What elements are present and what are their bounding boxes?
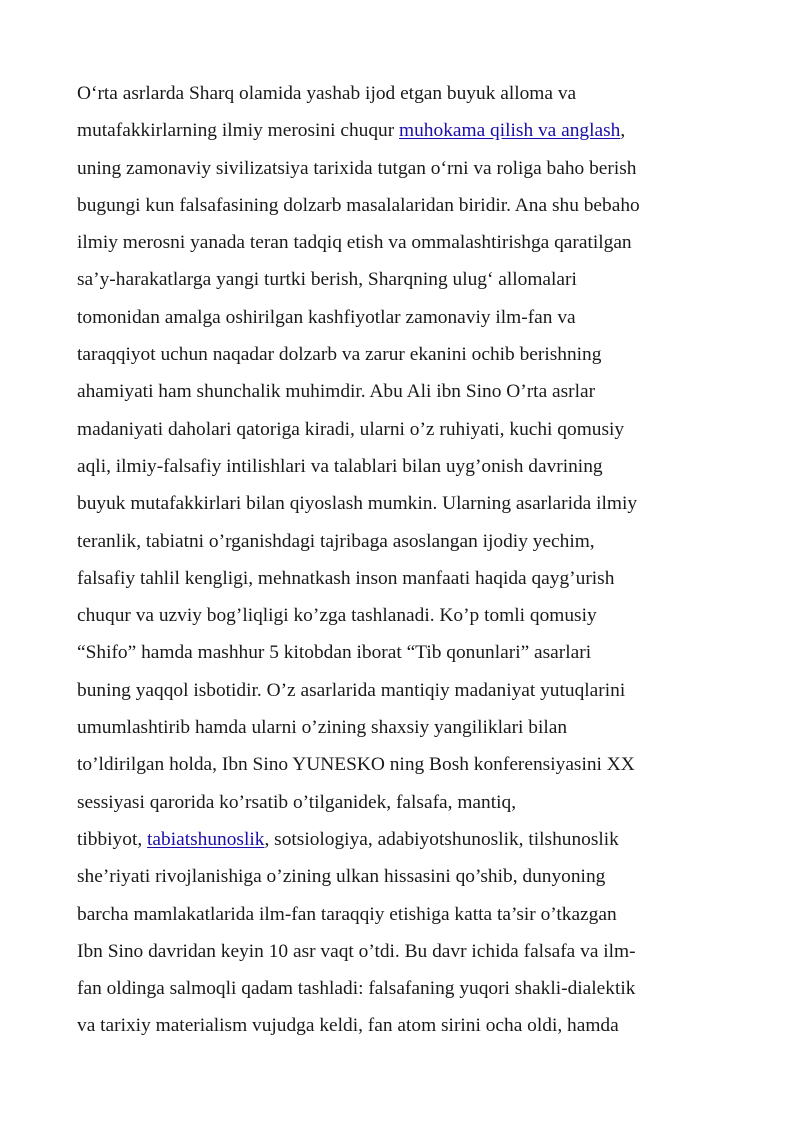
text-segment: mutafakkirlarning ilmiy merosini chuqur	[77, 120, 400, 142]
text-line: “Shifo” hamda mashhur 5 kitobdan iborat “Tib qonunlari” asarlari	[77, 642, 592, 664]
text-line: O‘rta asrlarda Sharq olamida yashab ijod etgan buyuk alloma va	[77, 83, 577, 104]
text-line: fan oldinga salmoqli qadam tashladi: falsafaning yuqori shakli-dialektik	[77, 978, 636, 1000]
text-segment: , sotsiologiya, adabiyotshunoslik, tilshunoslik	[264, 828, 619, 850]
text-line: ahamiyati ham shunchalik muhimdir. Abu Ali ibn Sino O’rta asrlar	[77, 381, 596, 403]
text-segment: ,	[620, 120, 626, 142]
text-line: bugungi kun falsafasining dolzarb masalalaridan biridir. Ana shu bebaho	[77, 194, 640, 216]
text-line: to’ldirilgan holda, Ibn Sino YUNESKO ning Bosh konferensiyasini XX	[77, 754, 635, 776]
text-line: aqli, ilmiy-falsafiy intilishlari va talablari bilan uyg’onish davrining	[77, 455, 603, 477]
text-segment: tibbiyot,	[77, 828, 148, 850]
text-line: sessiyasi qarorida ko’rsatib o’tilganidek, falsafa, mantiq,	[77, 791, 517, 813]
text-line: madaniyati daholari qatoriga kiradi, ularni o’z ruhiyati, kuchi qomusiy	[77, 418, 625, 440]
text-line	[77, 112, 717, 149]
text-line: buning yaqqol isbotidir. O’z asarlarida mantiqiy madaniyat yutuqlarini	[77, 679, 626, 701]
text-line: taraqqiyot uchun naqadar dolzarb va zarur ekanini ochib berishning	[77, 344, 602, 366]
text-line: she’riyati rivojlanishiga o’zining ulkan hissasini qo’shib, dunyoning	[77, 866, 606, 888]
text-line: chuqur va uzviy bog’liqligi ko’zga tashlanadi. Ko’p tomli qomusiy	[77, 605, 597, 627]
text-line	[77, 821, 717, 858]
text-line: uning zamonaviy sivilizatsiya tarixida tutgan o‘rni va roliga baho berish	[77, 157, 637, 179]
text-line: sa’y-harakatlarga yangi turtki berish, Sharqning ulug‘ allomalari	[77, 269, 577, 291]
body-text	[77, 75, 717, 1045]
text-line: umumlashtirib hamda ularni o’zining shaxsiy yangiliklari bilan	[77, 717, 568, 739]
text-line: Ibn Sino davridan keyin 10 asr vaqt o’tdi. Bu davr ichida falsafa va ilm-	[77, 940, 636, 962]
link-tabiatshunoslik[interactable]: tabiatshunoslik	[147, 828, 265, 850]
link-muhokama-qilish-va-anglash[interactable]: muhokama qilish va anglash	[399, 120, 621, 142]
text-line: ilmiy merosni yanada teran tadqiq etish va ommalashtirishga qaratilgan	[77, 232, 632, 254]
text-line: va tarixiy materialism vujudga keldi, fan atom sirini ocha oldi, hamda	[77, 1015, 619, 1037]
text-line: teranlik, tabiatni o’rganishdagi tajribaga asoslangan ijodiy yechim,	[77, 530, 595, 552]
text-line: barcha mamlakatlarida ilm-fan taraqqiy etishiga katta ta’sir o’tkazgan	[77, 903, 617, 925]
text-line: tomonidan amalga oshirilgan kashfiyotlar zamonaviy ilm-fan va	[77, 306, 576, 328]
text-line: falsafiy tahlil kengligi, mehnatkash inson manfaati haqida qayg’urish	[77, 567, 615, 589]
text-line: buyuk mutafakkirlari bilan qiyoslash mumkin. Ularning asarlarida ilmiy	[77, 493, 638, 515]
